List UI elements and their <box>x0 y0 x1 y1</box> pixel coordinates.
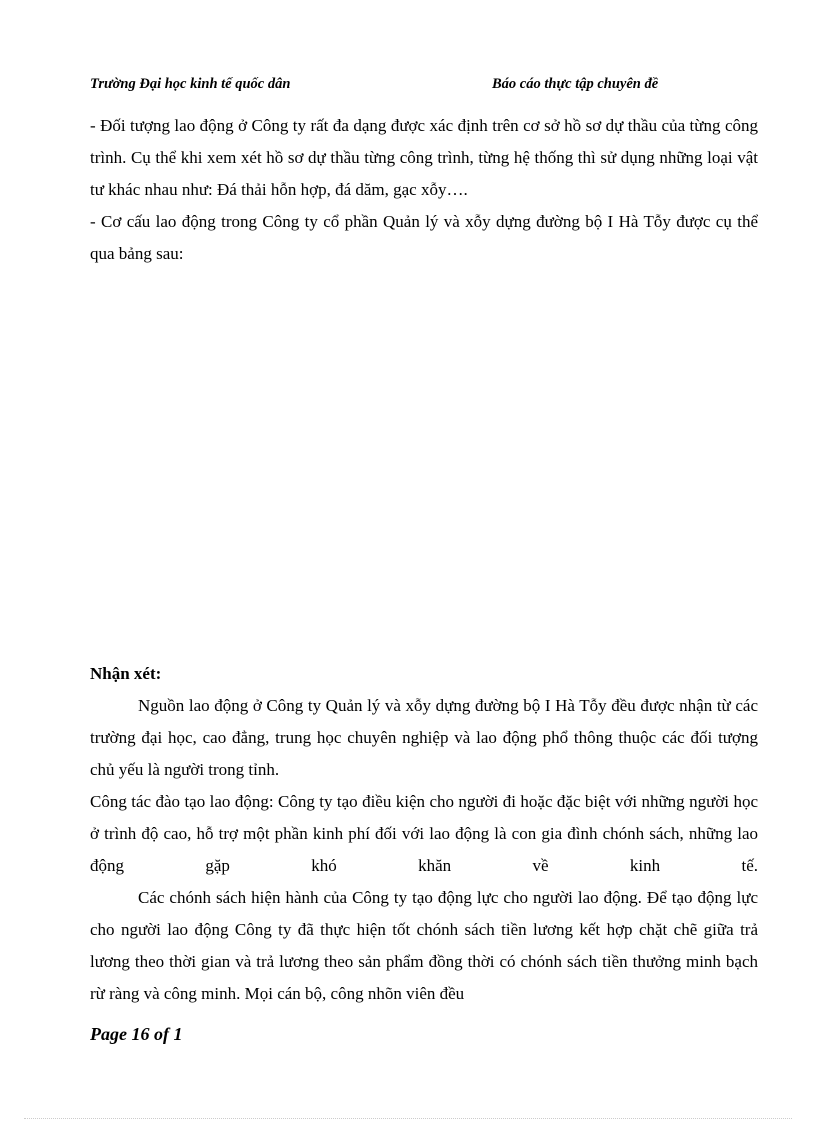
intro-section <box>90 110 758 270</box>
remarks-paragraph-training: Công tác đào tạo lao động: Công ty tạo điều kiện cho người đi hoặc đặc biệt với những người học ở trình độ cao, hỗ trợ một phần kinh phí đối với lao động là con gia đình chónh sách, những lao động gặp khó khăn về kinh tế. <box>90 792 758 875</box>
remarks-paragraph-policy: Các chónh sách hiện hành của Công ty tạo động lực cho người lao động. Để tạo động lực cho người lao động Công ty đã thực hiện tốt chónh sách tiền lương kết hợp chặt chẽ giữa trả lương theo thời gian và trả lương theo sản phẩm đồng thời có chónh sách tiền thưởng minh bạch rừ ràng và công minh. Mọi cán bộ, công nhõn viên đều <box>90 888 758 1003</box>
page-number: Page 16 of 1 <box>90 1024 183 1044</box>
page-header <box>90 76 730 98</box>
remarks-heading: Nhận xét: <box>90 664 162 683</box>
header-school-name: Trường Đại học kinh tế quốc dân <box>90 76 291 92</box>
header-report-title: Báo cáo thực tập chuyên đề <box>492 76 659 92</box>
remarks-section <box>90 658 758 1010</box>
labor-object-paragraph: - Đối tượng lao động ở Công ty rất đa dạng được xác định trên cơ sở hồ sơ dự thầu của từng công trình. Cụ thể khi xem xét hồ sơ dự thầu từng công trình, từng hệ thống thì sử dụng những loại vật tư khác nhau như: Đá thải hỗn hợp, đá dăm, gạc xỗy…. <box>90 116 758 199</box>
remarks-paragraph-source: Nguồn lao động ở Công ty Quản lý và xỗy dựng đường bộ I Hà Tỗy đều được nhận từ các trường đại học, cao đẳng, trung học chuyên nghiệp và lao động phổ thông thuộc các đối tượng chủ yếu là người trong tỉnh. <box>90 696 758 779</box>
page-bottom-divider <box>24 1118 792 1119</box>
labor-structure-paragraph: - Cơ cấu lao động trong Công ty cổ phần Quản lý và xỗy dựng đường bộ I Hà Tỗy được cụ thể qua bảng sau: <box>90 212 758 263</box>
